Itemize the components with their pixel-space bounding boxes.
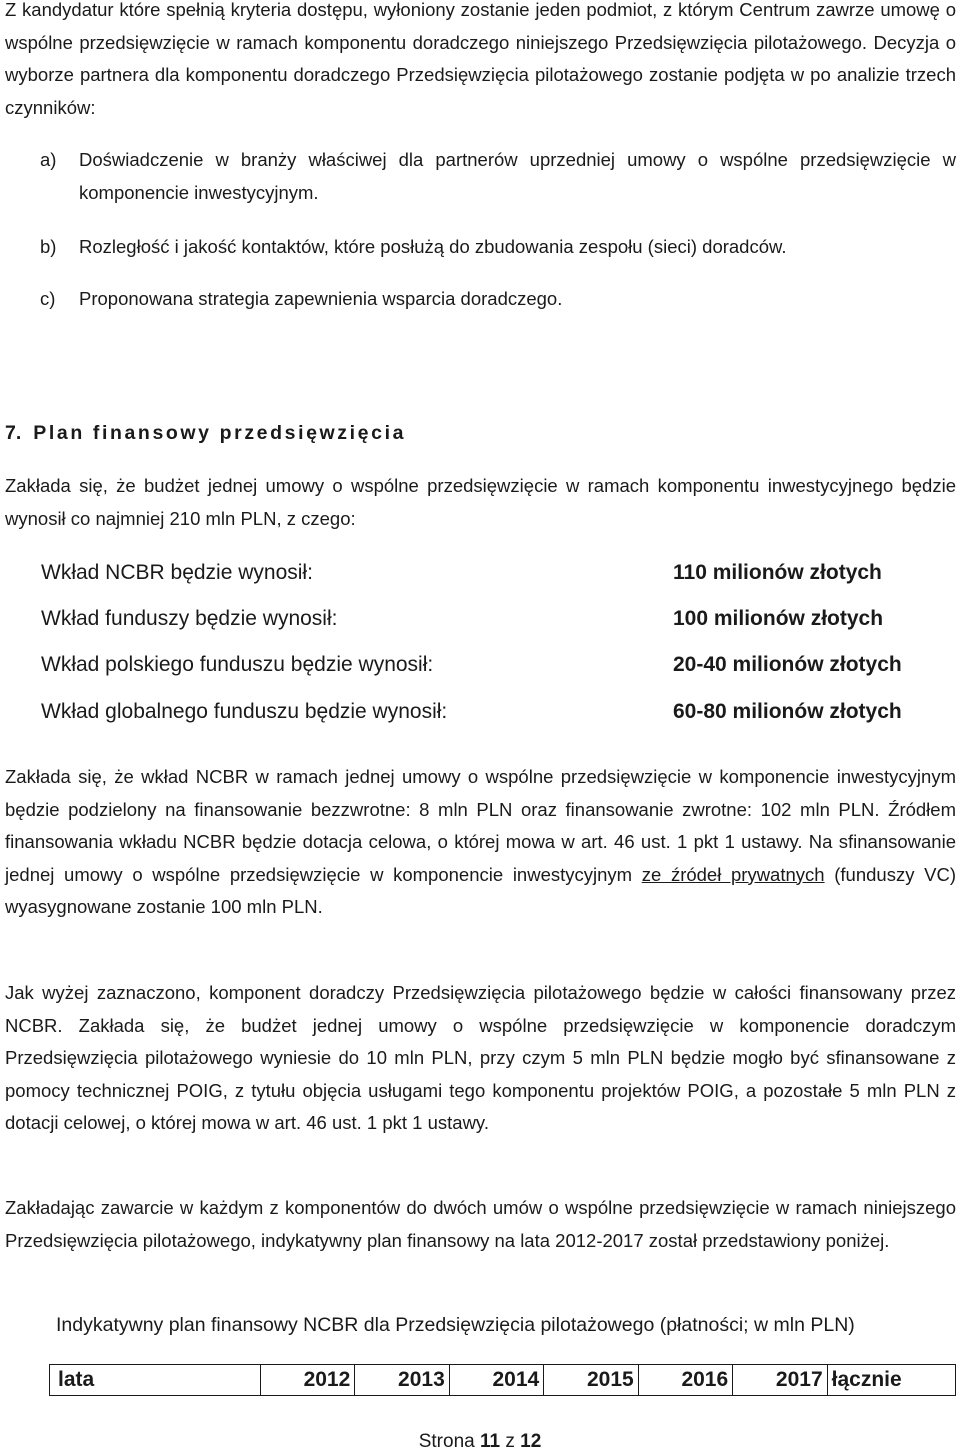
- list-marker: b): [40, 236, 57, 257]
- table-header-cell: 2017: [733, 1365, 827, 1396]
- contribution-label: Wkład polskiego funduszu będzie wynosił:: [41, 653, 434, 676]
- table-header-cell: 2013: [355, 1365, 449, 1396]
- contribution-value: 20-40 milionów złotych: [673, 653, 902, 676]
- ncbr-text-start: Zakłada się, że wkład NCBR w ramach jednej umowy o wspólne przedsięwzięcie w komponencie inwestycyjnym będzie podzielony na finansowanie bezzwrotne: 8 mln PLN oraz finansowanie zwrotne: 102 mln PLN. Źródłem finansowania wkładu NCBR będzie dotacja celowa, o której mowa w art. 46 ust. 1 pkt 1 ustawy. Na sfinansowanie jednej umowy o wspólne przedsięwzięcie w komponencie inwestycyjnym: [5, 766, 956, 885]
- footer-separator: z: [505, 1431, 515, 1452]
- section-title: Plan finansowy przedsięwzięcia: [33, 422, 407, 444]
- section-number: 7.: [5, 422, 22, 444]
- total-page-count: 12: [520, 1431, 542, 1452]
- table-header-cell: lata: [50, 1365, 261, 1396]
- section-heading: [5, 419, 406, 447]
- list-item-text: Rozległość i jakość kontaktów, które posłużą do zbudowania zespołu (sieci) doradców.: [79, 236, 787, 257]
- table-header-cell: 2014: [449, 1365, 543, 1396]
- advisory-paragraph: Jak wyżej zaznaczono, komponent doradczy Przedsięwzięcia pilotażowego będzie w całości finansowany przez NCBR. Zakłada się, że budżet jednej umowy o wspólne przedsięwzięcie w komponencie doradczym Przedsięwzięcia pilotażowego wyniesie do 10 mln PLN, przy czym 5 mln PLN będzie mogło być sfinansowane z pomocy technicznej POIG, z tytułu objęcia usługami tego komponentu projektów POIG, a pozostałe 5 mln PLN z dotacji celowej, o której mowa w art. 46 ust. 1 pkt 1 ustawy.: [5, 982, 956, 1133]
- list-item: [5, 283, 956, 316]
- contribution-label: Wkład funduszy będzie wynosił:: [41, 607, 338, 630]
- list-item: [5, 144, 956, 209]
- table-header-cell: 2015: [544, 1365, 638, 1396]
- ncbr-text-end: (funduszy VC) wyasygnowane zostanie 100 mln PLN.: [5, 863, 956, 917]
- criteria-item-c: [5, 283, 956, 316]
- list-item: [5, 231, 956, 264]
- list-item-text: Doświadczenie w branży właściwej dla partnerów uprzedniej umowy o wspólne przedsięwzięcie w komponencie inwestycyjnym.: [79, 149, 956, 203]
- ncbr-paragraph: [5, 761, 956, 924]
- list-marker: c): [40, 288, 56, 309]
- criteria-item-b: [5, 231, 956, 264]
- table-header-row: [50, 1365, 956, 1396]
- list-item-text: Proponowana strategia zapewnienia wsparcia doradczego.: [79, 288, 563, 309]
- intro-paragraph: Z kandydatur które spełnią kryteria dostępu, wyłoniony zostanie jeden podmiot, z którym Centrum zawrze umowę o wspólne przedsięwzięcie w ramach komponentu doradczego niniejszego Przedsięwzięcia pilotażowego. Decyzja o wyborze partnera dla komponentu doradczego Przedsięwzięcia pilotażowego zostanie podjęta w po analizie trzech czynników:: [5, 0, 956, 118]
- table-header-cell: 2016: [638, 1365, 732, 1396]
- list-marker: a): [40, 149, 57, 170]
- table-header-cell: łącznie: [827, 1365, 955, 1396]
- budget-paragraph: Zakłada się, że budżet jednej umowy o wspólne przedsięwzięcie w ramach komponentu inwestycyjnego będzie wynosił co najmniej 210 mln PLN, z czego:: [5, 475, 956, 529]
- plan-paragraph: Zakładając zawarcie w każdym z komponentów do dwóch umów o wspólne przedsięwzięcie w ramach niniejszego Przedsięwzięcia pilotażowego, indykatywny plan finansowy na lata 2012-2017 został przedstawiony poniżej.: [5, 1197, 956, 1251]
- current-page-number: 11: [479, 1431, 501, 1452]
- table-header-cell: 2012: [260, 1365, 354, 1396]
- footer-prefix: Strona: [418, 1431, 475, 1452]
- contribution-value: 100 milionów złotych: [673, 607, 884, 630]
- contribution-label: Wkład NCBR będzie wynosił:: [41, 561, 313, 584]
- contribution-value: 60-80 milionów złotych: [673, 700, 902, 723]
- contribution-label: Wkład globalnego funduszu będzie wynosił:: [41, 700, 448, 723]
- financial-plan-table: [49, 1364, 956, 1396]
- table-caption: Indykatywny plan finansowy NCBR dla Przedsięwzięcia pilotażowego (płatności; w mln PLN): [56, 1314, 855, 1336]
- contribution-value: 110 milionów złotych: [673, 561, 882, 584]
- underlined-phrase: ze źródeł prywatnych: [641, 863, 825, 885]
- criteria-item-a: [5, 144, 956, 209]
